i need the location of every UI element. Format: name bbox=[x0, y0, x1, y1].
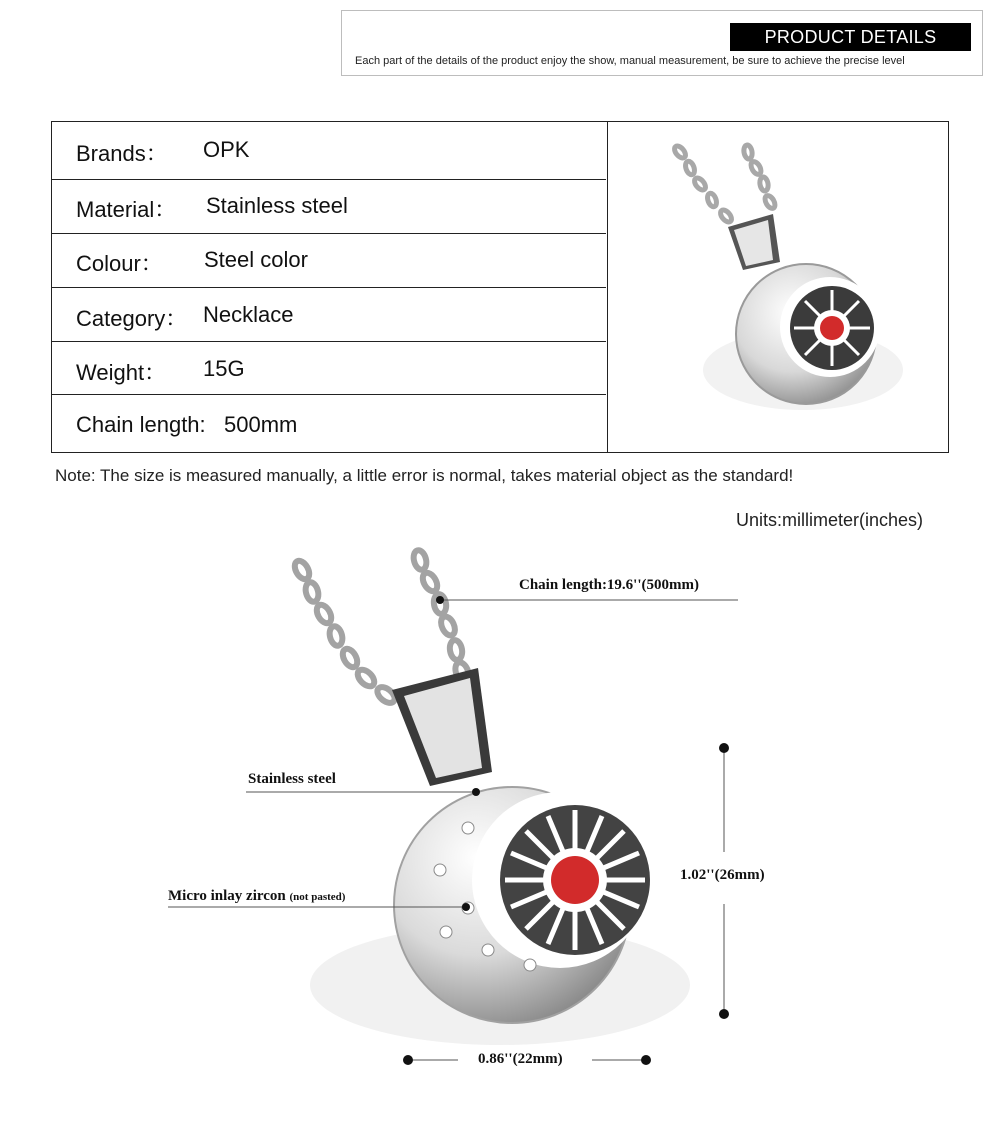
callout-chain-length: Chain length:19.6''(500mm) bbox=[519, 577, 699, 593]
dimension-height: 1.02''(26mm) bbox=[680, 867, 765, 883]
measurement-note: Note: The size is measured manually, a little error is normal, takes material object as the standard! bbox=[55, 466, 794, 485]
dimension-diagram bbox=[0, 540, 1000, 1137]
spec-table bbox=[52, 122, 608, 452]
callout-zircon-main: Micro inlay zircon bbox=[168, 888, 286, 904]
callout-micro-zircon bbox=[168, 888, 345, 905]
spec-value: Steel color bbox=[204, 247, 308, 272]
spec-value: OPK bbox=[203, 137, 250, 162]
product-photo bbox=[608, 122, 948, 452]
spec-value: 15G bbox=[203, 356, 245, 381]
pendant-dimension-drawing bbox=[0, 540, 1000, 1137]
spec-box bbox=[51, 121, 949, 453]
banner-subtitle: Each part of the details of the product enjoy the show, manual measurement, be sure to achieve the precise level bbox=[355, 55, 905, 67]
spec-label: Chain length: bbox=[76, 412, 206, 437]
spec-label: Brands： bbox=[76, 141, 168, 166]
units-label: Units:millimeter(inches) bbox=[735, 510, 923, 530]
spec-row-chain-length bbox=[52, 395, 606, 452]
spec-row-colour bbox=[52, 234, 606, 288]
spec-label: Colour： bbox=[76, 251, 163, 276]
product-details-banner bbox=[341, 10, 983, 76]
spec-label: Category： bbox=[76, 306, 188, 331]
banner-title: PRODUCT DETAILS bbox=[730, 23, 971, 51]
spec-label: Material： bbox=[76, 197, 177, 222]
spec-row-brand bbox=[52, 122, 606, 180]
spec-row-category bbox=[52, 288, 606, 342]
spec-row-weight bbox=[52, 342, 606, 395]
spec-row-material bbox=[52, 180, 606, 234]
spec-label: Weight： bbox=[76, 360, 167, 385]
spec-value: 500mm bbox=[224, 412, 298, 437]
callout-stainless-steel: Stainless steel bbox=[248, 771, 336, 787]
spec-value: Stainless steel bbox=[206, 193, 348, 218]
spec-value: Necklace bbox=[203, 302, 294, 327]
callout-zircon-note: (not pasted) bbox=[289, 891, 346, 903]
sun-moon-pendant-icon bbox=[608, 122, 948, 452]
dimension-width: 0.86''(22mm) bbox=[478, 1051, 563, 1067]
